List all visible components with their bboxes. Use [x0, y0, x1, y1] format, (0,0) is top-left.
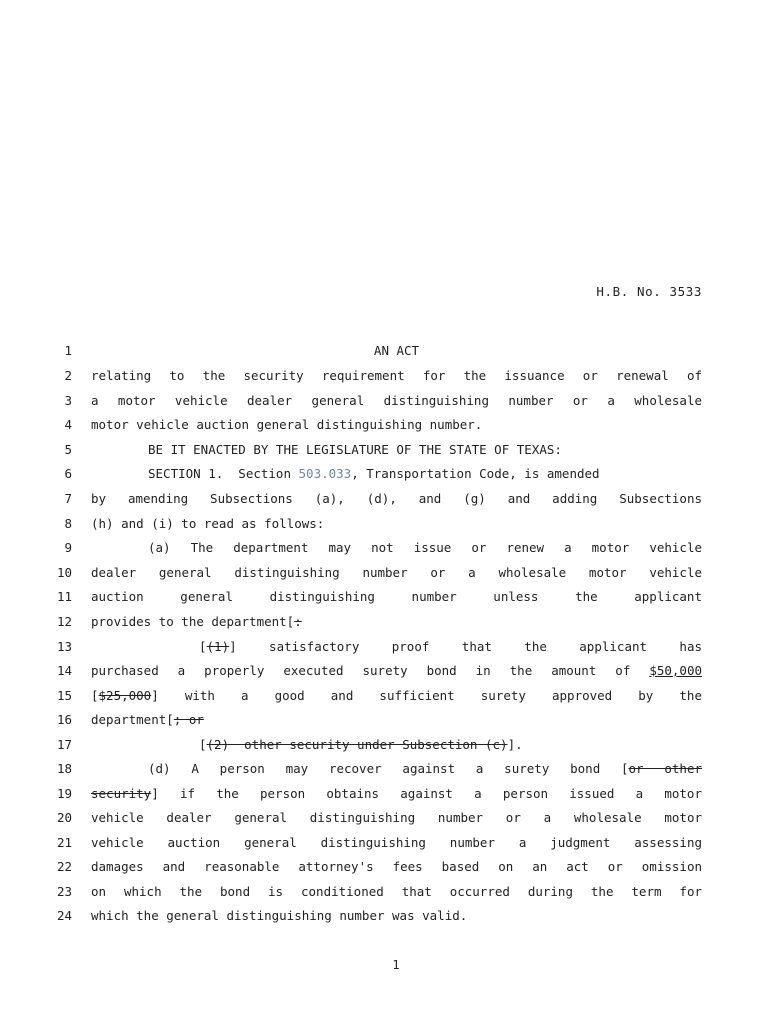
body-text: satisfactory proof that the applicant has	[236, 639, 702, 654]
act-heading: AN ACT	[373, 343, 420, 358]
document-line	[0, 686, 770, 706]
line-number: 22	[56, 859, 72, 874]
enacting-clause: BE IT ENACTED BY THE LEGISLATURE OF THE STATE OF TEXAS:	[148, 442, 562, 457]
line-number: 9	[64, 540, 72, 555]
document-line	[0, 906, 770, 926]
line-number: 24	[56, 908, 72, 923]
document-line	[0, 341, 770, 361]
document-line	[0, 637, 770, 657]
line-text	[91, 464, 702, 484]
line-text: relating to the security requirement for the issuance or renewal of	[91, 368, 702, 383]
body-text: with a good and sufficient surety approved by the	[158, 688, 702, 703]
struck-text: :	[294, 614, 302, 629]
line-number: 14	[56, 663, 72, 678]
line-text: which the general distinguishing number was valid.	[91, 908, 468, 923]
bracket: ].	[507, 737, 523, 752]
bracket: ]	[229, 639, 237, 654]
bill-number: H.B. No. 3533	[596, 284, 702, 299]
struck-text: security	[91, 786, 152, 801]
body-text: provides to the department[	[91, 614, 295, 629]
line-number: 16	[56, 712, 72, 727]
line-text	[199, 735, 702, 755]
line-text: by amending Subsections (a), (d), and (g) and adding Subsections	[91, 491, 702, 506]
document-line	[0, 710, 770, 730]
body-text: purchased a properly executed surety bond in the amount of	[91, 663, 650, 678]
bracket: [	[199, 737, 207, 752]
body-text: (d) A person may recover against a surety bond [	[148, 761, 629, 776]
line-text	[199, 637, 702, 657]
bracket: [	[91, 688, 99, 703]
struck-text: ; or	[173, 712, 204, 727]
document-line	[0, 587, 770, 607]
line-number: 4	[64, 417, 72, 432]
line-number: 12	[56, 614, 72, 629]
document-line	[0, 415, 770, 435]
page-number: 1	[392, 958, 400, 972]
document-line	[0, 391, 770, 411]
line-text: damages and reasonable attorney's fees based on an act or omission	[91, 859, 702, 874]
line-number: 13	[56, 639, 72, 654]
line-number: 15	[56, 688, 72, 703]
section-text: SECTION 1. Section	[148, 466, 299, 481]
document-line	[0, 882, 770, 902]
document-line	[0, 759, 770, 779]
document-line	[0, 735, 770, 755]
struck-text: (1)	[206, 639, 230, 654]
line-text: a motor vehicle dealer general distinguishing number or a wholesale	[91, 393, 702, 408]
document-line	[0, 514, 770, 534]
document-line	[0, 489, 770, 509]
document-line	[0, 857, 770, 877]
line-text	[91, 661, 702, 681]
document-line	[0, 784, 770, 804]
line-number: 20	[56, 810, 72, 825]
document-line	[0, 808, 770, 828]
document-line	[0, 366, 770, 386]
inserted-amount: $50,000	[649, 663, 702, 678]
line-number: 1	[64, 343, 72, 358]
line-text: on which the bond is conditioned that occurred during the term for	[91, 884, 702, 899]
document-line	[0, 833, 770, 853]
line-text: motor vehicle auction general distinguishing number.	[91, 417, 483, 432]
document-line	[0, 464, 770, 484]
line-text	[91, 710, 702, 730]
line-text: (a) The department may not issue or renew a motor vehicle	[148, 540, 702, 555]
document-line	[0, 661, 770, 681]
struck-text: (2) other security under Subsection (c)	[206, 737, 508, 752]
section-text: , Transportation Code, is amended	[351, 466, 600, 481]
line-number: 5	[64, 442, 72, 457]
line-number: 2	[64, 368, 72, 383]
line-number: 23	[56, 884, 72, 899]
struck-amount: $25,000	[98, 688, 152, 703]
line-text	[91, 686, 702, 706]
line-number: 17	[56, 737, 72, 752]
struck-text: or other	[628, 761, 702, 776]
line-number: 11	[56, 589, 72, 604]
line-text: dealer general distinguishing number or a wholesale motor vehicle	[91, 565, 702, 580]
document-line	[0, 563, 770, 583]
line-text: (h) and (i) to read as follows:	[91, 516, 325, 531]
document-line	[0, 612, 770, 632]
line-text	[91, 759, 702, 779]
line-number: 21	[56, 835, 72, 850]
body-text: department[	[91, 712, 174, 727]
statute-reference-link[interactable]: 503.033	[298, 466, 352, 481]
line-text	[91, 784, 702, 804]
line-number: 7	[64, 491, 72, 506]
body-text: ] if the person obtains against a person issued a motor	[151, 786, 702, 801]
document-line	[0, 538, 770, 558]
bracket: [	[199, 639, 207, 654]
line-number: 3	[64, 393, 72, 408]
line-number: 10	[56, 565, 72, 580]
bracket: ]	[151, 688, 159, 703]
line-number: 8	[64, 516, 72, 531]
line-number: 6	[64, 466, 72, 481]
line-text: vehicle auction general distinguishing number a judgment assessing	[91, 835, 702, 850]
line-text	[91, 612, 702, 632]
line-text: auction general distinguishing number unless the applicant	[91, 589, 702, 604]
line-number: 19	[56, 786, 72, 801]
line-number: 18	[56, 761, 72, 776]
document-line	[0, 440, 770, 460]
line-text: vehicle dealer general distinguishing number or a wholesale motor	[91, 810, 702, 825]
